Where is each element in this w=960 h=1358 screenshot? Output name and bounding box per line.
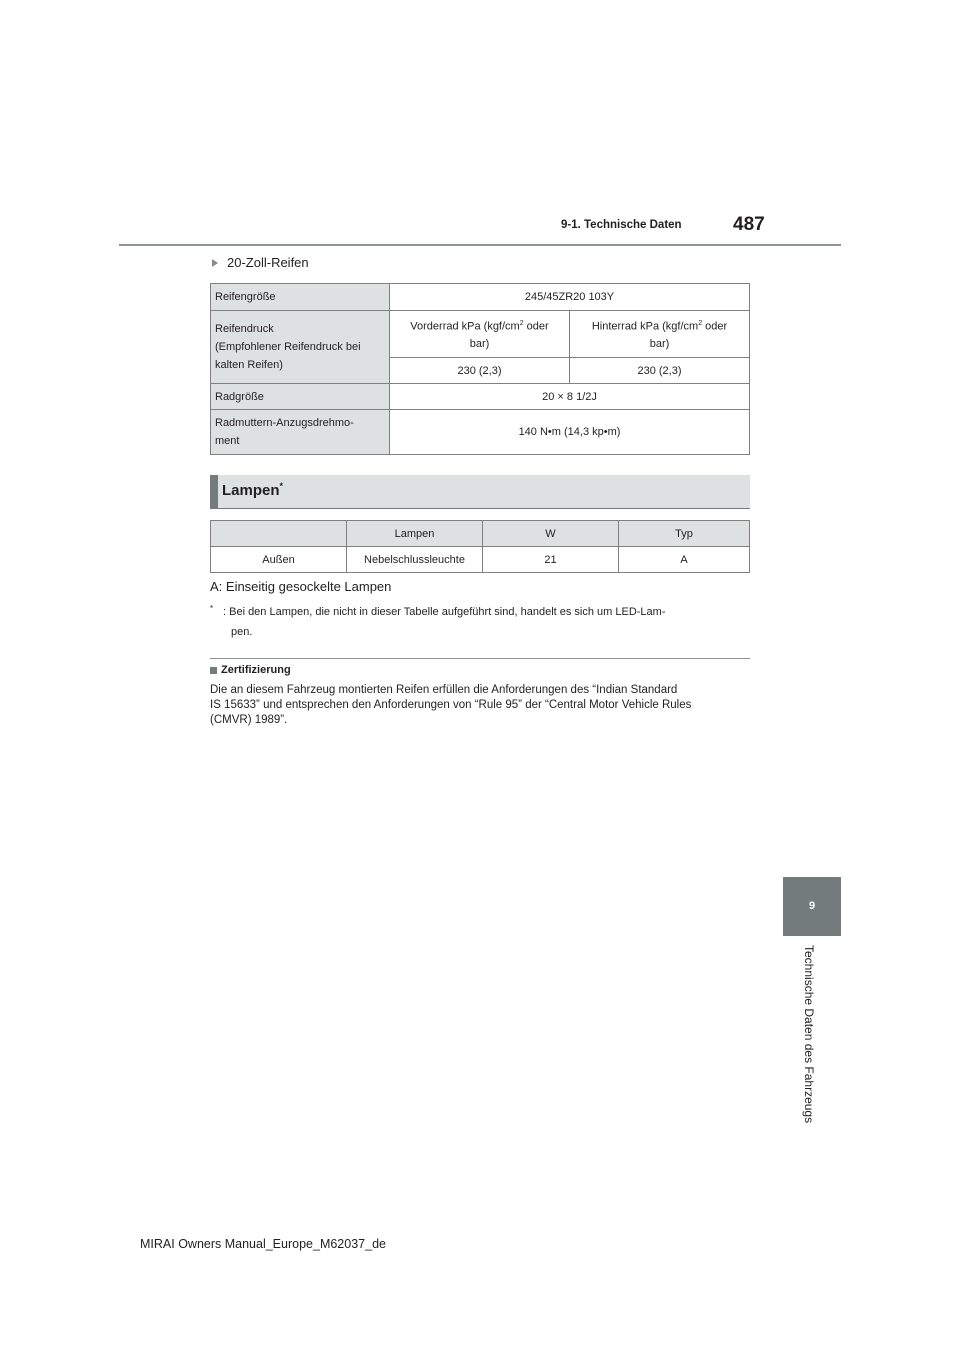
table-cell <box>211 410 390 455</box>
chapter-tab-label: Technische Daten des Fahrzeugs <box>802 945 816 1124</box>
table-cell: A <box>619 547 750 573</box>
tire-heading <box>210 255 309 270</box>
front-label-or: oder <box>523 320 549 333</box>
tire-heading-text: 20-Zoll-Reifen <box>227 255 309 270</box>
rear-label: Hinterrad kPa (kgf/cm <box>591 320 699 333</box>
table-header-cell <box>211 521 347 547</box>
certification-heading <box>210 664 291 676</box>
lamp-footnote <box>210 602 750 642</box>
rear-label-sup: 2 <box>698 319 703 327</box>
table-header-row <box>211 521 750 547</box>
lamp-table <box>210 520 750 573</box>
chapter-tab: 9 <box>783 877 841 936</box>
pressure-label-line: Reifendruck <box>215 323 274 335</box>
table-row <box>211 384 750 410</box>
table-header-cell: Typ <box>619 521 750 547</box>
table-cell: Radgröße <box>211 384 390 410</box>
page-number: 487 <box>733 214 765 235</box>
certification-line: IS 15633” und entsprechen den Anforderungen von “Rule 95” der “Central Motor Vehicle Rules <box>210 699 692 711</box>
table-row <box>211 311 750 358</box>
table-row <box>211 410 750 455</box>
table-row <box>211 284 750 311</box>
certification-line: Die an diesem Fahrzeug montierten Reifen erfüllen die Anforderungen des “Indian Standard <box>210 684 678 696</box>
page-footer: MIRAI Owners Manual_Europe_M62037_de <box>140 1237 386 1251</box>
front-label: Vorderrad kPa (kgf/cm <box>410 320 520 333</box>
pressure-label-line: (Empfohlener Reifendruck bei <box>215 341 361 353</box>
front-label-unit: bar) <box>469 338 490 351</box>
table-cell: Außen <box>211 547 347 573</box>
table-header-cell: W <box>483 521 619 547</box>
table-cell: Nebelschlussleuchte <box>347 547 483 573</box>
pressure-label-line: kalten Reifen) <box>215 359 283 371</box>
lamp-section-title <box>222 481 283 499</box>
triangle-bullet-icon <box>212 259 218 267</box>
chapter-tab-label-wrap <box>802 945 818 1155</box>
header-divider <box>119 244 841 246</box>
table-cell: 230 (2,3) <box>570 358 750 384</box>
table-cell <box>390 311 570 358</box>
table-cell: 245/45ZR20 103Y <box>390 284 750 311</box>
lamp-title-text: Lampen <box>222 482 280 499</box>
certification-body <box>210 683 755 728</box>
certification-rule <box>210 658 750 659</box>
footnote-star: * <box>210 604 214 613</box>
table-cell: 20 × 8 1/2J <box>390 384 750 410</box>
table-row <box>211 547 750 573</box>
footnote-text-cont: pen. <box>231 626 253 638</box>
front-label-sup: 2 <box>519 319 524 327</box>
lamp-section-rule <box>210 508 750 509</box>
table-cell: 140 N•m (14,3 kp•m) <box>390 410 750 455</box>
torque-label-line: Radmuttern-Anzugsdrehmo- <box>215 417 354 429</box>
section-title: 9-1. Technische Daten <box>561 219 682 231</box>
table-cell: Reifengröße <box>211 284 390 311</box>
tire-table <box>210 283 750 455</box>
table-cell <box>570 311 750 358</box>
footnote-text: : Bei den Lampen, die nicht in dieser Tabelle aufgeführt sind, handelt es sich um LED-Lam- <box>223 606 666 618</box>
rear-label-or: oder <box>702 320 728 333</box>
table-header-cell: Lampen <box>347 521 483 547</box>
table-cell: 230 (2,3) <box>390 358 570 384</box>
torque-label-line: ment <box>215 435 240 447</box>
rear-label-unit: bar) <box>649 338 670 351</box>
lamp-section-banner <box>210 475 750 508</box>
certification-line: (CMVR) 1989”. <box>210 714 288 726</box>
certification-heading-text: Zertifizierung <box>221 664 291 676</box>
lamp-section-bar <box>210 475 218 508</box>
square-bullet-icon <box>210 667 217 674</box>
table-cell <box>211 311 390 384</box>
lamp-type-note: A: Einseitig gesockelte Lampen <box>210 579 392 594</box>
lamp-title-sup: * <box>279 481 284 491</box>
table-cell: 21 <box>483 547 619 573</box>
